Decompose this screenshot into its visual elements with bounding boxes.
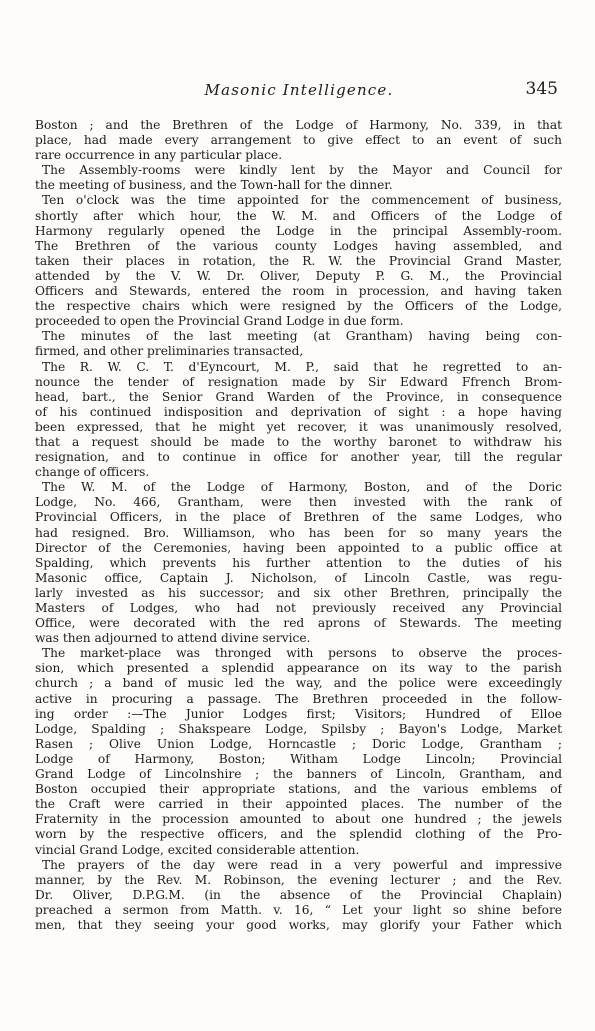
text-line: nounce the tender of resignation made by Sir Edward Ffrench Brom- [35,374,562,389]
text-line: been expressed, that he might yet recover, it was unanimously resolved, [35,419,562,434]
text-line: Spalding, which prevents his further attention to the duties of his [35,555,562,570]
text-line: Lodge, Spalding ; Shakspeare Lodge, Spilsby ; Bayon's Lodge, Market [35,721,562,736]
text-line: The minutes of the last meeting (at Grantham) having being con- [42,329,562,344]
text-line: shortly after which hour, the W. M. and Officers of the Lodge of [35,208,562,223]
text-line: Masonic office, Captain J. Nicholson, of Lincoln Castle, was regu- [35,570,562,585]
text-line: proceeded to open the Provincial Grand Lodge in due form. [35,314,404,329]
text-line: men, that they seeing your good works, may glorify your Father which [35,917,562,932]
text-line: had resigned. Bro. Williamson, who has been for so many years the [35,525,562,540]
text-line: Provincial Officers, in the place of Brethren of the same Lodges, who [35,510,562,525]
text-line: Boston ; and the Brethren of the Lodge of Harmony, No. 339, in that [35,118,562,132]
text-line: change of officers. [35,465,150,480]
text-line: The R. W. C. T. d'Eyncourt, M. P., said that he regretted to an- [42,359,562,374]
text-line: Grand Lodge of Lincolnshire ; the banners of Lincoln, Grantham, and [35,767,562,782]
text-line: Lodge of Harmony, Boston; Witham Lodge Lincoln; Provincial [35,751,562,766]
page-number: 345 [525,79,558,99]
text-line: the meeting of business, and the Town-hall for the dinner. [35,178,393,193]
text-line: the respective chairs which were resigned by the Officers of the Lodge, [35,299,562,314]
body-text [35,118,562,933]
text-line: ing order :—The Junior Lodges first; Visitors; Hundred of Elloe [35,706,562,721]
text-line: Dr. Oliver, D.P.G.M. (in the absence of the Provincial Chaplain) [35,887,562,902]
text-line: of his continued indisposition and deprivation of sight : a hope having [35,404,562,419]
running-head [36,79,562,101]
text-line: worn by the respective officers, and the splendid clothing of the Pro- [35,827,562,842]
text-line: Office, were decorated with the red aprons of Stewards. The meeting [35,616,562,631]
text-line: resignation, and to continue in office for another year, till the regular [35,450,562,465]
text-line: Harmony regularly opened the Lodge in the principal Assembly-room. [35,223,562,238]
text-line: sion, which presented a splendid appearance on its way to the parish [35,661,562,676]
text-line: Officers and Stewards, entered the room in procession, and having taken [35,284,562,299]
text-line: preached a sermon from Matth. v. 16, “ Let your light so shine before [35,902,562,917]
text-line: Director of the Ceremonies, having been appointed to a public office at [35,540,562,555]
text-line: active in procuring a passage. The Brethren proceeded in the follow- [35,691,562,706]
text-line: The prayers of the day were read in a very powerful and impressive [42,857,562,872]
text-line: The market-place was thronged with persons to observe the proces- [42,646,562,661]
text-line: larly invested as his successor; and six other Brethren, principally the [35,585,562,600]
text-line: The Assembly-rooms were kindly lent by the Mayor and Council for [42,163,562,178]
text-line: Rasen ; Olive Union Lodge, Horncastle ; Doric Lodge, Grantham ; [35,736,562,751]
text-line: rare occurrence in any particular place. [35,148,283,163]
text-line: Lodge, No. 466, Grantham, were then invested with the rank of [35,495,562,510]
text-line: place, had made every arrangement to give effect to an event of such [35,133,562,148]
text-line: Boston occupied their appropriate stations, and the various emblems of [35,782,562,797]
text-line: manner, by the Rev. M. Robinson, the evening lecturer ; and the Rev. [35,872,562,887]
text-line: firmed, and other preliminaries transacted, [35,344,304,359]
text-line: Ten o'clock was the time appointed for the commencement of business, [42,193,562,208]
text-line: that a request should be made to the worthy baronet to withdraw his [35,434,562,449]
text-line: the Craft were carried in their appointed places. The number of the [35,797,562,812]
text-line: was then adjourned to attend divine service. [35,631,311,646]
text-line: vincial Grand Lodge, excited considerable attention. [35,842,360,857]
text-line: attended by the V. W. Dr. Oliver, Deputy P. G. M., the Provincial [35,268,562,283]
running-title: Masonic Intelligence. [204,81,394,99]
text-line: The Brethren of the various county Lodges having assembled, and [35,238,562,253]
text-line: church ; a band of music led the way, and the police were exceedingly [35,676,562,691]
text-line: Fraternity in the procession amounted to about one hundred ; the jewels [35,812,562,827]
text-line: The W. M. of the Lodge of Harmony, Boston, and of the Doric [42,480,562,495]
text-line: taken their places in rotation, the R. W. the Provincial Grand Master, [35,253,562,268]
text-line: Masters of Lodges, who had not previously received any Provincial [35,601,562,615]
text-line: head, bart., the Senior Grand Warden of the Province, in consequence [35,389,562,404]
